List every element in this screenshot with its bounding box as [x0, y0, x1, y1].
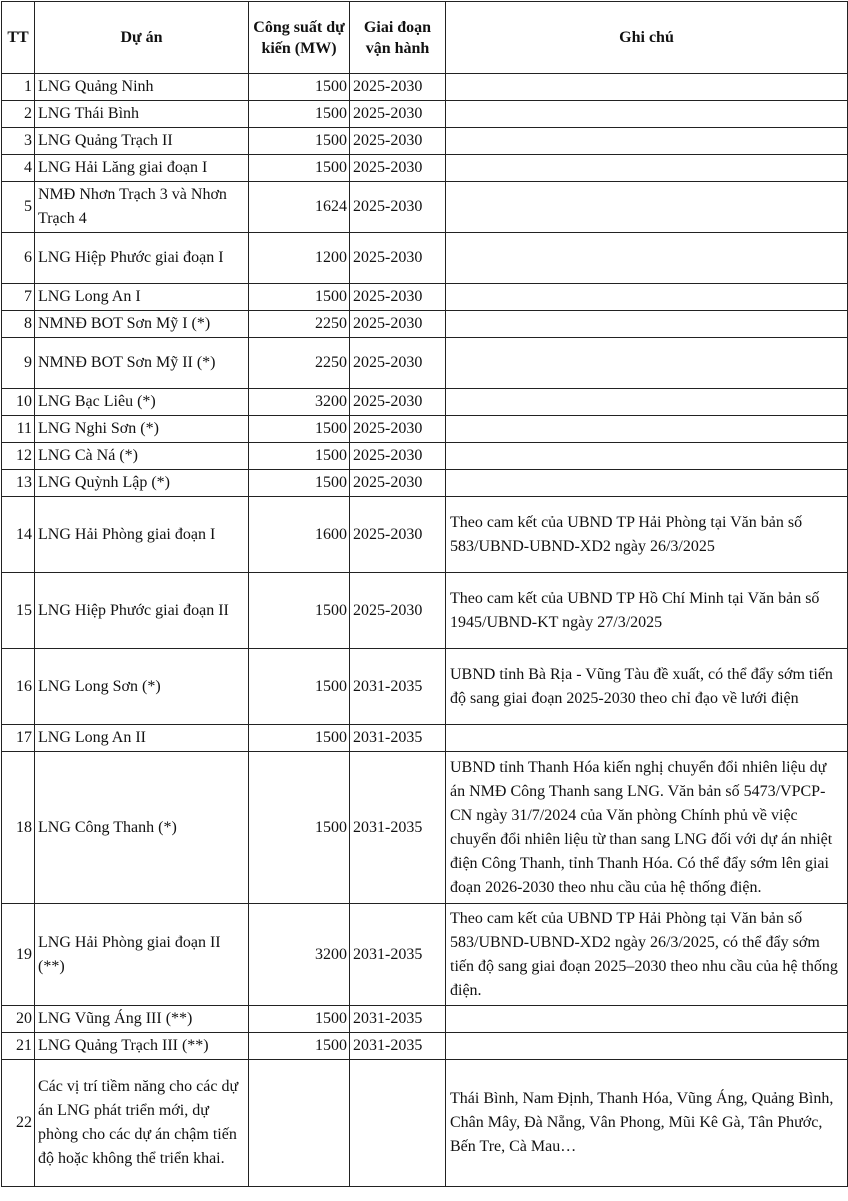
row-tt: 5 — [2, 182, 35, 233]
row-capacity: 1500 — [249, 725, 350, 752]
table-row — [2, 284, 848, 311]
row-tt: 19 — [2, 904, 35, 1006]
table-header-row — [2, 2, 848, 74]
table-row — [2, 497, 848, 573]
row-capacity: 1500 — [249, 155, 350, 182]
row-tt: 3 — [2, 128, 35, 155]
row-phase: 2025-2030 — [350, 497, 446, 573]
row-capacity: 1500 — [249, 470, 350, 497]
row-capacity: 1500 — [249, 74, 350, 101]
table-row — [2, 649, 848, 725]
table-row — [2, 311, 848, 338]
row-project: LNG Long An II — [35, 725, 249, 752]
row-project: LNG Long An I — [35, 284, 249, 311]
row-phase: 2031-2035 — [350, 752, 446, 904]
header-phase: Giai đoạn vận hành — [350, 2, 446, 74]
row-capacity: 1500 — [249, 752, 350, 904]
table-row — [2, 1033, 848, 1060]
row-phase: 2025-2030 — [350, 416, 446, 443]
row-note — [446, 470, 848, 497]
row-project: LNG Nghi Sơn (*) — [35, 416, 249, 443]
row-note — [446, 1033, 848, 1060]
row-project: LNG Hải Phòng giai đoạn I — [35, 497, 249, 573]
row-note — [446, 725, 848, 752]
row-capacity: 1500 — [249, 101, 350, 128]
row-tt: 11 — [2, 416, 35, 443]
row-phase: 2025-2030 — [350, 182, 446, 233]
row-note — [446, 74, 848, 101]
row-tt: 4 — [2, 155, 35, 182]
table-row — [2, 74, 848, 101]
header-tt: TT — [2, 2, 35, 74]
table-row — [2, 233, 848, 284]
row-tt: 12 — [2, 443, 35, 470]
row-note — [446, 311, 848, 338]
row-project: LNG Quỳnh Lập (*) — [35, 470, 249, 497]
table-row — [2, 1060, 848, 1187]
row-tt: 16 — [2, 649, 35, 725]
row-note — [446, 338, 848, 389]
row-capacity: 1500 — [249, 416, 350, 443]
table-row — [2, 101, 848, 128]
table-row — [2, 752, 848, 904]
row-project: LNG Thái Bình — [35, 101, 249, 128]
row-note — [446, 182, 848, 233]
row-note — [446, 416, 848, 443]
row-phase: 2025-2030 — [350, 155, 446, 182]
row-project: LNG Hiệp Phước giai đoạn I — [35, 233, 249, 284]
row-note — [446, 389, 848, 416]
row-project: NMNĐ BOT Sơn Mỹ II (*) — [35, 338, 249, 389]
row-capacity: 1500 — [249, 573, 350, 649]
row-capacity: 1500 — [249, 128, 350, 155]
row-note — [446, 155, 848, 182]
header-project: Dự án — [35, 2, 249, 74]
row-tt: 6 — [2, 233, 35, 284]
row-note — [446, 284, 848, 311]
row-note: UBND tỉnh Thanh Hóa kiến nghị chuyển đổi nhiên liệu dự án NMĐ Công Thanh sang LNG. Văn bản số 5473/VPCP-CN ngày 31/7/2024 của Văn phòng Chính phủ về việc chuyển đổi nhiên liệu từ than sang LNG đối với dự án nhiệt điện Công Thanh, tỉnh Thanh Hóa. Có thể đẩy sớm lên giai đoạn 2026-2030 theo nhu cầu của hệ thống điện. — [446, 752, 848, 904]
row-capacity: 1200 — [249, 233, 350, 284]
row-phase: 2025-2030 — [350, 74, 446, 101]
row-phase: 2025-2030 — [350, 101, 446, 128]
row-phase: 2025-2030 — [350, 128, 446, 155]
row-phase: 2025-2030 — [350, 338, 446, 389]
table-row — [2, 1006, 848, 1033]
row-phase: 2031-2035 — [350, 649, 446, 725]
row-tt: 13 — [2, 470, 35, 497]
row-project: LNG Hiệp Phước giai đoạn II — [35, 573, 249, 649]
row-capacity: 1600 — [249, 497, 350, 573]
row-note: UBND tỉnh Bà Rịa - Vũng Tàu đề xuất, có thể đẩy sớm tiến độ sang giai đoạn 2025-2030 theo chỉ đạo về lưới điện — [446, 649, 848, 725]
row-tt: 21 — [2, 1033, 35, 1060]
row-project: LNG Quảng Ninh — [35, 74, 249, 101]
row-phase: 2031-2035 — [350, 725, 446, 752]
row-tt: 9 — [2, 338, 35, 389]
table-row — [2, 182, 848, 233]
row-phase: 2025-2030 — [350, 389, 446, 416]
row-capacity: 1500 — [249, 443, 350, 470]
row-project: LNG Quảng Trạch II — [35, 128, 249, 155]
table-row — [2, 904, 848, 1006]
row-note: Theo cam kết của UBND TP Hải Phòng tại Văn bản số 583/UBND-UBND-XD2 ngày 26/3/2025, có thể đẩy sớm tiến độ sang giai đoạn 2025–2030 theo nhu cầu của hệ thống điện. — [446, 904, 848, 1006]
row-capacity: 3200 — [249, 389, 350, 416]
row-capacity: 3200 — [249, 904, 350, 1006]
row-tt: 2 — [2, 101, 35, 128]
row-capacity: 1500 — [249, 284, 350, 311]
row-tt: 15 — [2, 573, 35, 649]
row-project: LNG Công Thanh (*) — [35, 752, 249, 904]
row-note: Thái Bình, Nam Định, Thanh Hóa, Vũng Áng, Quảng Bình, Chân Mây, Đà Nẵng, Vân Phong, Mũi Kê Gà, Tân Phước, Bến Tre, Cà Mau… — [446, 1060, 848, 1187]
row-project: LNG Long Sơn (*) — [35, 649, 249, 725]
row-phase — [350, 1060, 446, 1187]
row-project: LNG Hải Lăng giai đoạn I — [35, 155, 249, 182]
row-tt: 7 — [2, 284, 35, 311]
row-phase: 2031-2035 — [350, 1006, 446, 1033]
row-project: LNG Cà Ná (*) — [35, 443, 249, 470]
row-capacity: 1500 — [249, 1033, 350, 1060]
row-note: Theo cam kết của UBND TP Hồ Chí Minh tại Văn bản số 1945/UBND-KT ngày 27/3/2025 — [446, 573, 848, 649]
row-tt: 17 — [2, 725, 35, 752]
table-row — [2, 443, 848, 470]
table-row — [2, 389, 848, 416]
row-phase: 2025-2030 — [350, 443, 446, 470]
table-row — [2, 470, 848, 497]
table-body — [2, 74, 848, 1187]
row-tt: 10 — [2, 389, 35, 416]
row-tt: 8 — [2, 311, 35, 338]
row-capacity: 1500 — [249, 1006, 350, 1033]
table-row — [2, 725, 848, 752]
table-row — [2, 573, 848, 649]
row-phase: 2025-2030 — [350, 311, 446, 338]
table-row — [2, 416, 848, 443]
table-row — [2, 338, 848, 389]
row-capacity — [249, 1060, 350, 1187]
row-capacity: 1624 — [249, 182, 350, 233]
row-phase: 2031-2035 — [350, 1033, 446, 1060]
row-project: NMĐ Nhơn Trạch 3 và Nhơn Trạch 4 — [35, 182, 249, 233]
row-note — [446, 443, 848, 470]
row-phase: 2025-2030 — [350, 573, 446, 649]
row-tt: 22 — [2, 1060, 35, 1187]
table-row — [2, 128, 848, 155]
row-tt: 1 — [2, 74, 35, 101]
row-project: Các vị trí tiềm năng cho các dự án LNG phát triển mới, dự phòng cho các dự án chậm tiến độ hoặc không thể triển khai. — [35, 1060, 249, 1187]
row-phase: 2025-2030 — [350, 284, 446, 311]
row-phase: 2031-2035 — [350, 904, 446, 1006]
row-project: LNG Bạc Liêu (*) — [35, 389, 249, 416]
row-capacity: 2250 — [249, 311, 350, 338]
row-project: LNG Vũng Áng III (**) — [35, 1006, 249, 1033]
row-capacity: 1500 — [249, 649, 350, 725]
row-note: Theo cam kết của UBND TP Hải Phòng tại Văn bản số 583/UBND-UBND-XD2 ngày 26/3/2025 — [446, 497, 848, 573]
row-tt: 20 — [2, 1006, 35, 1033]
row-capacity: 2250 — [249, 338, 350, 389]
row-project: LNG Quảng Trạch III (**) — [35, 1033, 249, 1060]
row-note — [446, 1006, 848, 1033]
row-tt: 18 — [2, 752, 35, 904]
row-project: NMNĐ BOT Sơn Mỹ I (*) — [35, 311, 249, 338]
row-tt: 14 — [2, 497, 35, 573]
row-note — [446, 233, 848, 284]
table-row — [2, 155, 848, 182]
row-note — [446, 128, 848, 155]
row-phase: 2025-2030 — [350, 470, 446, 497]
row-note — [446, 101, 848, 128]
row-project: LNG Hải Phòng giai đoạn II (**) — [35, 904, 249, 1006]
header-capacity: Công suất dự kiến (MW) — [249, 2, 350, 74]
lng-projects-table — [1, 1, 848, 1187]
row-phase: 2025-2030 — [350, 233, 446, 284]
header-note: Ghi chú — [446, 2, 848, 74]
